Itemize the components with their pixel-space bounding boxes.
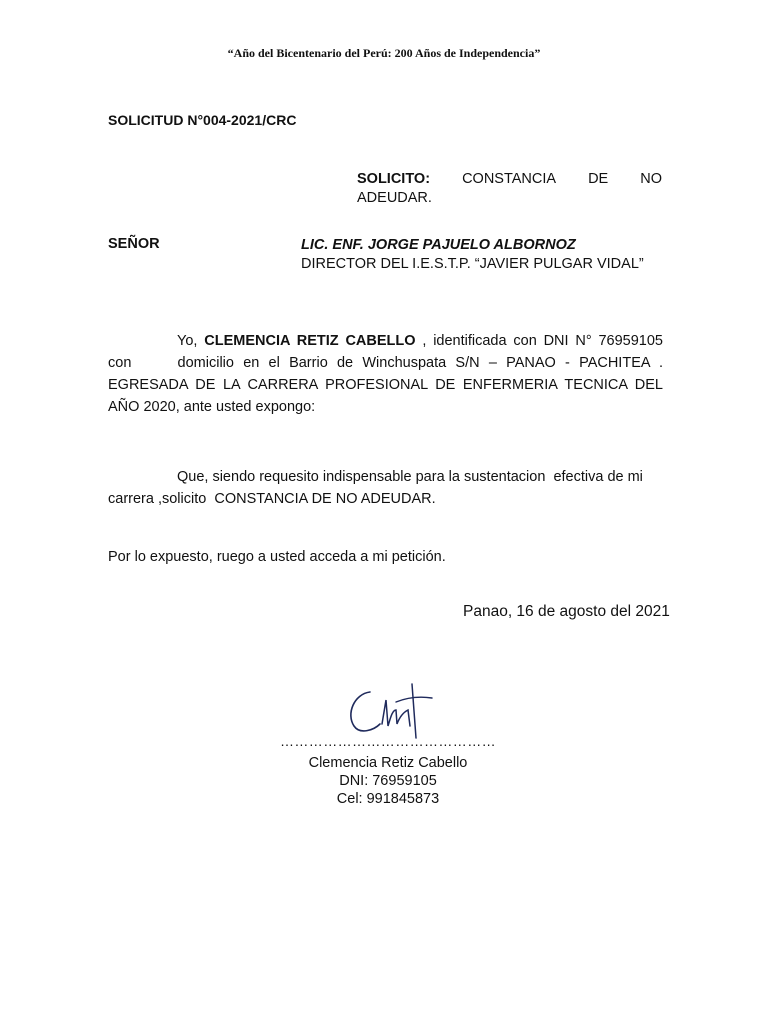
solicito-continuation: ADEUDAR. <box>357 190 432 206</box>
signer-phone: Cel: 991845873 <box>336 791 440 807</box>
solicito-word: CONSTANCIA <box>462 171 557 187</box>
header-motto: “Año del Bicentenario del Perú: 200 Años de Independencia” <box>227 46 541 60</box>
request-number: SOLICITUD N°004-2021/CRC <box>108 112 297 128</box>
salutation: SEÑOR <box>108 236 160 252</box>
paragraph-1 <box>108 330 663 418</box>
applicant-name: CLEMENCIA RETIZ CABELLO <box>204 333 416 349</box>
signer-dni: DNI: 76959105 <box>339 773 437 789</box>
addressee-title: DIRECTOR DEL I.E.S.T.P. “JAVIER PULGAR VIDAL” <box>301 256 644 272</box>
addressee-name: LIC. ENF. JORGE PAJUELO ALBORNOZ <box>301 237 576 253</box>
signer-name: Clemencia Retiz Cabello <box>308 755 468 771</box>
addressee-block <box>301 236 644 274</box>
solicito-line <box>357 170 662 189</box>
paragraph-line: AÑO 2020, ante usted expongo: <box>108 399 316 415</box>
solicito-word: NO <box>640 171 662 187</box>
paragraph-line: con domicilio en el Barrio de Winchuspata S/N – PANAO - PACHITEA . <box>108 355 663 371</box>
solicito-label: SOLICITO: <box>357 171 431 187</box>
solicito-word: DE <box>588 171 609 187</box>
signature-line: ……………………………………… <box>280 733 496 749</box>
text-run: Yo, <box>177 333 205 349</box>
text-run: , identificada con DNI N° 76959105 <box>415 333 663 349</box>
solicito-block <box>357 170 662 208</box>
paragraph-3: Por lo expuesto, ruego a usted acceda a mi petición. <box>108 549 446 565</box>
letter-date: Panao, 16 de agosto del 2021 <box>463 603 670 620</box>
paragraph-line: EGRESADA DE LA CARRERA PROFESIONAL DE ENFERMERIA TECNICA DEL <box>108 377 663 393</box>
signature-block <box>280 754 496 808</box>
paragraph-2 <box>108 466 663 510</box>
paragraph-line: Que, siendo requesito indispensable para la sustentacion efectiva de mi <box>177 469 643 485</box>
paragraph-line <box>108 330 663 352</box>
handwritten-signature <box>340 680 440 740</box>
paragraph-line: carrera ,solicito CONSTANCIA DE NO ADEUDAR. <box>108 491 436 507</box>
